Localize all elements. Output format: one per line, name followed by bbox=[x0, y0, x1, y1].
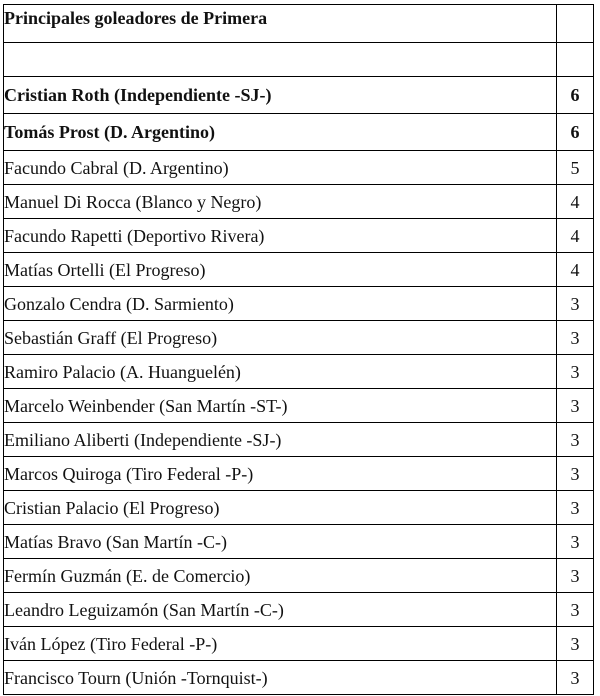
player-name: Ramiro Palacio (A. Huanguelén) bbox=[4, 355, 557, 389]
table-row bbox=[4, 525, 594, 559]
goals-count: 3 bbox=[557, 321, 594, 355]
blank-row bbox=[4, 43, 594, 77]
goals-count: 6 bbox=[557, 114, 594, 151]
player-name: Fermín Guzmán (E. de Comercio) bbox=[4, 559, 557, 593]
player-name: Emiliano Aliberti (Independiente -SJ-) bbox=[4, 423, 557, 457]
table-row bbox=[4, 114, 594, 151]
goals-count: 3 bbox=[557, 593, 594, 627]
table-row bbox=[4, 355, 594, 389]
player-name: Matías Ortelli (El Progreso) bbox=[4, 253, 557, 287]
player-name: Marcelo Weinbender (San Martín -ST-) bbox=[4, 389, 557, 423]
top-scorers-table-body bbox=[4, 5, 594, 695]
table-row bbox=[4, 457, 594, 491]
table-row bbox=[4, 661, 594, 695]
title-goals-cell bbox=[557, 5, 594, 43]
table-row bbox=[4, 423, 594, 457]
player-name: Gonzalo Cendra (D. Sarmiento) bbox=[4, 287, 557, 321]
table-row bbox=[4, 627, 594, 661]
goals-count: 4 bbox=[557, 185, 594, 219]
goals-count: 3 bbox=[557, 491, 594, 525]
player-name: Francisco Tourn (Unión -Tornquist-) bbox=[4, 661, 557, 695]
goals-count: 3 bbox=[557, 389, 594, 423]
goals-count: 4 bbox=[557, 253, 594, 287]
goals-count: 3 bbox=[557, 627, 594, 661]
table-row bbox=[4, 151, 594, 185]
goals-count: 3 bbox=[557, 355, 594, 389]
player-name: Iván López (Tiro Federal -P-) bbox=[4, 627, 557, 661]
player-name: Matías Bravo (San Martín -C-) bbox=[4, 525, 557, 559]
table-row bbox=[4, 389, 594, 423]
top-scorers-table bbox=[3, 4, 594, 695]
table-row bbox=[4, 491, 594, 525]
goals-count: 3 bbox=[557, 661, 594, 695]
table-row bbox=[4, 593, 594, 627]
goals-count: 4 bbox=[557, 219, 594, 253]
player-name: Tomás Prost (D. Argentino) bbox=[4, 114, 557, 151]
title-row bbox=[4, 5, 594, 43]
player-name: Marcos Quiroga (Tiro Federal -P-) bbox=[4, 457, 557, 491]
table-row bbox=[4, 321, 594, 355]
goals-count: 6 bbox=[557, 77, 594, 114]
goals-count: 3 bbox=[557, 559, 594, 593]
goals-count: 3 bbox=[557, 287, 594, 321]
goals-count: 3 bbox=[557, 525, 594, 559]
player-name: Cristian Palacio (El Progreso) bbox=[4, 491, 557, 525]
table-row bbox=[4, 287, 594, 321]
blank-goals-cell bbox=[557, 43, 594, 77]
player-name: Sebastián Graff (El Progreso) bbox=[4, 321, 557, 355]
blank-name-cell bbox=[4, 43, 557, 77]
table-row bbox=[4, 185, 594, 219]
table-row bbox=[4, 219, 594, 253]
table-row bbox=[4, 77, 594, 114]
goals-count: 3 bbox=[557, 457, 594, 491]
goals-count: 5 bbox=[557, 151, 594, 185]
table-row bbox=[4, 253, 594, 287]
player-name: Manuel Di Rocca (Blanco y Negro) bbox=[4, 185, 557, 219]
table-row bbox=[4, 559, 594, 593]
goals-count: 3 bbox=[557, 423, 594, 457]
player-name: Facundo Cabral (D. Argentino) bbox=[4, 151, 557, 185]
table-title: Principales goleadores de Primera bbox=[4, 5, 557, 43]
player-name: Leandro Leguizamón (San Martín -C-) bbox=[4, 593, 557, 627]
player-name: Facundo Rapetti (Deportivo Rivera) bbox=[4, 219, 557, 253]
player-name: Cristian Roth (Independiente -SJ-) bbox=[4, 77, 557, 114]
